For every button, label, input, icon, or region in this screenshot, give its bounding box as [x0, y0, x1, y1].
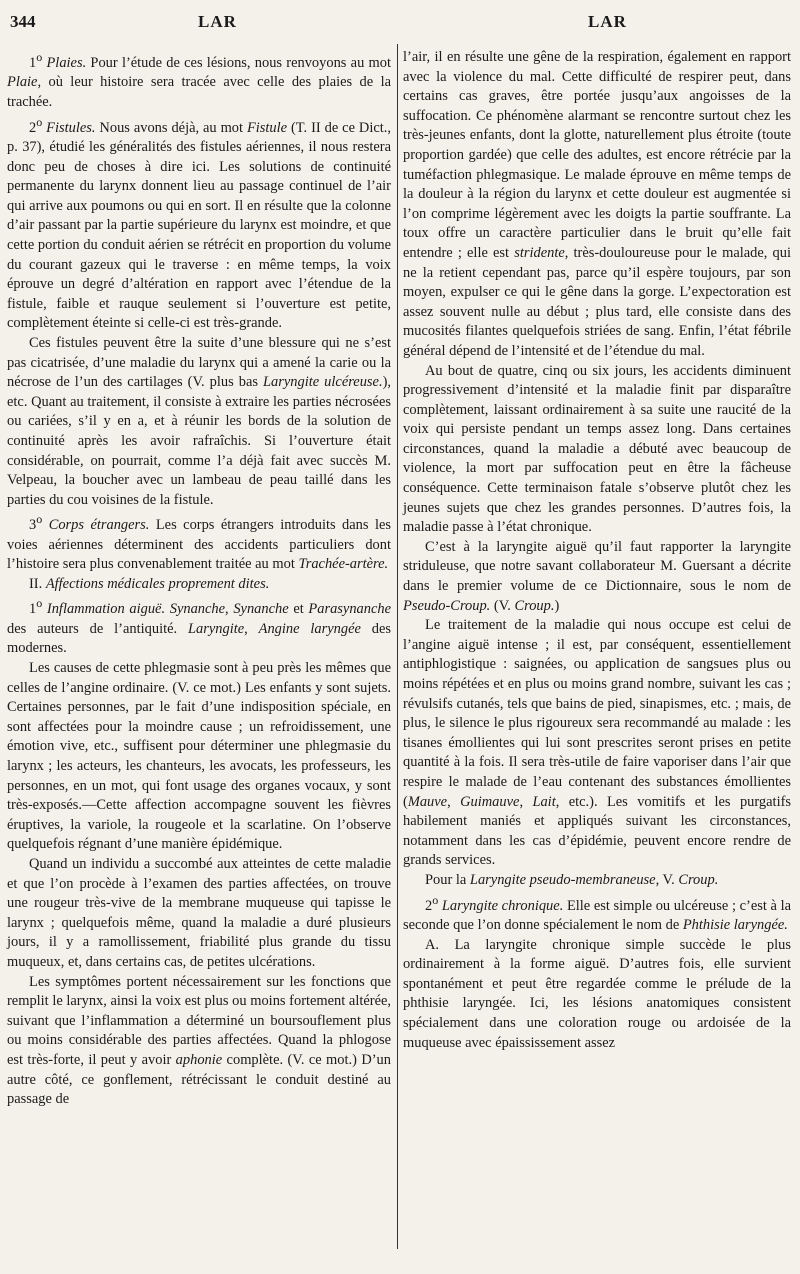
column-divider: [397, 44, 398, 1249]
running-header: [0, 12, 800, 38]
paragraph: 3$^o$ Corps étrangers. Les corps étrangers introduits dans les voies aériennes déterminent des accidents particuliers dont l’histoire sera plus convenablement traitée au mot Trachée-artère.: [7, 512, 391, 573]
left-column: [7, 48, 391, 1110]
paragraph: 2$^o$ Laryngite chronique. Elle est simple ou ulcéreuse ; c’est à la seconde que l’on donne spécialement le nom de Phthisie laryngée.: [403, 892, 792, 933]
paragraph: Quand un individu a succombé aux atteintes de cette maladie et que l’on procède à l’examen des parties affectées, on trouve une rougeur très-vive de la membrane muqueuse qui tapisse le larynx ; quelquefois même, quand la maladie a duré plusieurs jours, il y a ramollissement, friabilité plus grande du tissu muqueux, et, dans certains cas, de petites ulcérations.: [7, 856, 391, 970]
paragraph: C’est à la laryngite aiguë qu’il faut rapporter la laryngite striduleuse, que notre savant collaborateur M. Guersant a décrite dans le premier volume de ce Dictionnaire, sous le nom de Pseudo-Croup. (V. Croup.): [403, 538, 791, 614]
paragraph: 1$^o$ Plaies. Pour l’étude de ces lésions, nous renvoyons au mot Plaie, où leur histoire sera tracée avec celle des plaies de la trachée.: [7, 50, 391, 110]
paragraph: 2$^o$ Fistules. Nous avons déjà, au mot Fistule (T. II de ce Dict., p. 37), étudié les généralités des fistules aériennes, il nous restera donc peu de choses à dire ici. Les solutions de continuité permanente du larynx donnent lieu au passage continuel de l’air qui arrive aux poumons ou qui en sort. Il en résulte que la colonne d’air passant par la partie supérieure du larynx est moindre, et que cette portion du conduit aérien se rétrécit en proportion du volume du courant gazeux qui le traverse : en même temps, la voix éprouve un degré d’altération en rapport avec l’étendue de la fistule, faible et rauque seulement si l’ouverture est petite, complètement éteinte si celle-ci est très-grande.: [7, 114, 391, 332]
paragraph: Ces fistules peuvent être la suite d’une blessure qui ne s’est pas cicatrisée, d’une maladie du larynx qui a amené la carie ou la nécrose de l’un des cartilages (V. plus bas Laryngite ulcéreuse.), etc. Quant au traitement, il consiste à extraire les parties nécrosées ou cariées, s’il y en a, et à réunir les bords de la solution de continuité après les avoir rafraîchis. Si l’ouverture était considérable, on pourrait, comme l’a déjà fait avec succès M. Velpeau, la boucher avec un lambeau de peau taillé dans les parties du cou voisines de la fistule.: [7, 334, 391, 508]
paragraph: II. Affections médicales proprement dites.: [29, 575, 270, 592]
running-head-right: LAR: [588, 12, 627, 31]
page-number: 344: [10, 12, 36, 31]
running-head-left: LAR: [198, 12, 237, 31]
paragraph: A. La laryngite chronique simple succède le plus ordinairement à la forme aiguë. D’autres fois, elle survient spontanément et peut être regardée comme le prélude de la phthisie laryngée. Ici, les lésions anatomiques consistent spécialement dans une coloration rouge ou ardoisée de la muqueuse avec épaississement assez: [403, 936, 791, 1051]
paragraph: l’air, il en résulte une gêne de la respiration, également en rapport avec la violence du mal. Cette difficulté de respirer peut, dans certains cas graves, être portée jusqu’aux angoisses de la suffocation. Ce phénomène alarmant se rencontre surtout chez les très-jeunes enfants, dont la glotte, naturellement plus étroite (toute proportion gardée) que celle des adultes, est encore rétrécie par la tuméfaction phlegmasique. Le malade éprouve en même temps de la douleur à la région du larynx et cette douleur est augmentée si l’on comprime légèrement avec les doigts la partie souffrante. La toux offre un caractère particulier dans le bruit qu’elle fait entendre ; elle est stridente, très-douloureuse pour le malade, qui ne la retient cependant pas, parce qu’il espère toujours, par son moyen, expulser ce qui le gêne dans la gorge. L’expectoration est assez souvent nulle au début ; plus tard, elle consiste dans des mucosités filantes quelquefois striées de sang. Enfin, l’état fébrile général dépend de l’intensité et de l’étendue du mal.: [403, 49, 791, 359]
paragraph: Au bout de quatre, cinq ou six jours, les accidents diminuent progressivement d’intensité et la maladie finit par disparaître complètement, laissant ordinairement à sa suite une raucité de la voix qui persiste pendant un temps assez long. Dans certaines circonstances, quand la maladie a débuté avec beaucoup de violence, la mort par suffocation peut en être la fâcheuse conséquence. Cette terminaison fatale s’observe plutôt chez les jeunes sujets que chez les grandes personnes. D’autres fois, la maladie passe à l’état chronique.: [403, 362, 791, 536]
paragraph: Les causes de cette phlegmasie sont à peu près les mêmes que celles de l’angine ordinaire. (V. ce mot.) Les enfants y sont sujets. Certaines personnes, par le fait d’une indisposition spéciale, en sont affectées pour la moindre cause ; un refroidissement, une émotion vive, etc., suffisent pour déterminer une phlegmasie du larynx ; les acteurs, les chanteurs, les avocats, les professeurs, les personnes, en un mot, qui font usage des organes vocaux, y sont très-exposés.—Cette affection accompagne souvent les fièvres éruptives, la variole, la rougeole et la scarlatine. On l’observe quelquefois régnant d’une manière épidémique.: [7, 660, 391, 853]
paragraph: Pour la Laryngite pseudo-membraneuse, V. Croup.: [425, 871, 719, 888]
right-column: [403, 48, 791, 1053]
paragraph: Les symptômes portent nécessairement sur les fonctions que remplit le larynx, ainsi la voix est plus ou moins fortement altérée, suivant que l’inflammation a déterminé un boursouflement plus ou moins considérable des parties affectées. Quand la phlogose est très-forte, il peut y avoir aphonie complète. (V. ce mot.) D’un autre côté, ce gonflement, rétrécissant le conduit destiné au passage de: [7, 973, 391, 1108]
paragraph: Le traitement de la maladie qui nous occupe est celui de l’angine aiguë intense ; il est, par conséquent, essentiellement antiphlogistique : saignées, ou application de sangsues plus ou moins répétées et en plus ou moins grand nombre, suivant les cas ; révulsifs cutanés, tels que bains de pied, sinapismes, etc. ; mais, de plus, le silence le plus rigoureux sera recommandé au malade : les tisanes émollientes qui lui sont prescrites seront prises en petite quantité à la fois. Il sera très-utile de faire vaporiser dans l’air que respire le malade de l’eau contenant des substances émollientes (Mauve, Guimauve, Lait, etc.). Les vomitifs et les purgatifs habilement maniés et appliqués suivant les circonstances, notamment dans les cas d’épidémie, peuvent encore rendre de grands services.: [403, 617, 792, 869]
paragraph: 1$^o$ Inflammation aiguë. Synanche, Synanche et Parasynanche des auteurs de l’antiquité. Laryngite, Angine laryngée des modernes.: [7, 596, 392, 657]
